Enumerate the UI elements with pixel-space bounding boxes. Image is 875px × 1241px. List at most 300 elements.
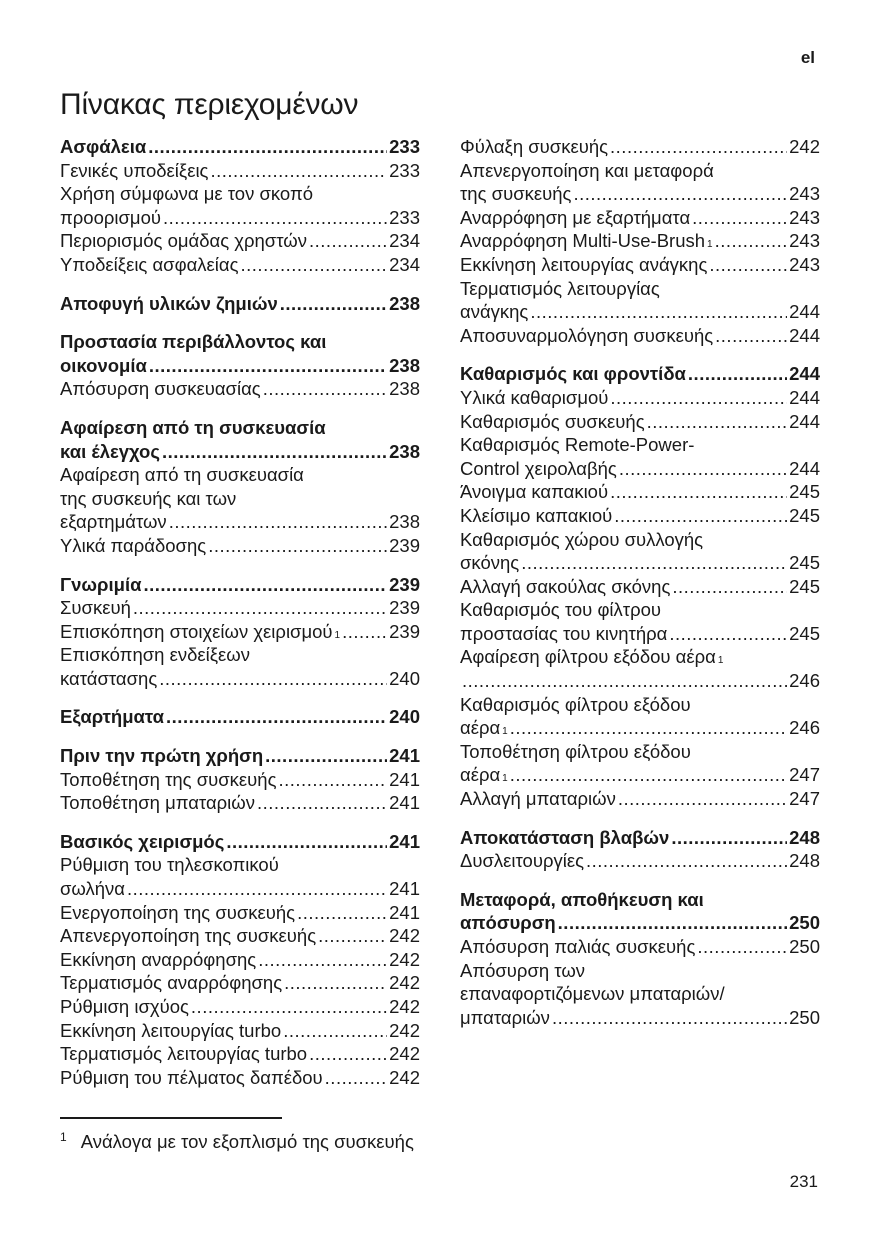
leader-dots <box>552 1006 787 1030</box>
toc-entry-text: Ενεργοποίηση της συσκευής <box>60 901 296 923</box>
toc-page-number: 244 <box>789 386 820 408</box>
toc-entry-line <box>460 504 820 528</box>
toc-page-number: 242 <box>389 925 420 947</box>
toc-item[interactable] <box>60 924 420 948</box>
toc-entry-line <box>60 416 420 440</box>
leader-dots <box>143 573 387 597</box>
toc-entry-line <box>60 159 420 183</box>
toc-page-number: 238 <box>389 511 420 533</box>
toc-entry-line <box>460 253 820 277</box>
toc-entry-text: Προστασία περιβάλλοντος και <box>60 331 327 353</box>
toc-section[interactable] <box>460 826 820 850</box>
toc-entry-text: της συσκευής και των <box>60 487 237 509</box>
toc-item[interactable] <box>460 787 820 811</box>
toc-item[interactable] <box>460 645 820 692</box>
toc-page-number: 244 <box>789 457 820 479</box>
language-code: el <box>800 48 815 67</box>
toc-entry-text: Καθαρισμός και φροντίδα <box>460 363 686 385</box>
toc-entry-line <box>460 457 820 481</box>
leader-dots <box>573 182 787 206</box>
toc-entry-text: Αποκατάσταση βλαβών <box>460 826 670 848</box>
toc-entry-line <box>60 292 420 316</box>
toc-entry-line <box>60 643 420 667</box>
toc-entry-text: Απόσυρση συσκευασίας <box>60 378 261 400</box>
toc-entry-line <box>460 362 820 386</box>
toc-entry-line <box>60 901 420 925</box>
toc-entry-line <box>460 849 820 873</box>
toc-entry-line <box>60 229 420 253</box>
toc-entry-line <box>460 622 820 646</box>
leader-dots <box>265 744 387 768</box>
toc-entry-text: Άνοιγμα καπακιού <box>460 481 609 503</box>
leader-dots <box>610 386 787 410</box>
leader-dots <box>309 1042 387 1066</box>
leader-dots <box>342 620 387 644</box>
leader-dots <box>521 551 787 575</box>
toc-entry-text: Γνωριμία <box>60 573 142 595</box>
toc-page-number: 242 <box>389 1019 420 1041</box>
toc-entry-line <box>460 982 820 1006</box>
toc-item[interactable] <box>60 853 420 900</box>
toc-page-number: 238 <box>389 440 420 462</box>
toc-entry-text: Αποσυναρμολόγηση συσκευής <box>460 324 714 346</box>
toc-item[interactable] <box>460 206 820 230</box>
toc-page-number: 250 <box>789 912 820 934</box>
toc-entry-line <box>60 440 420 464</box>
toc-entry-line <box>460 528 820 552</box>
toc-section[interactable] <box>60 135 420 159</box>
toc-entry-line <box>60 995 420 1019</box>
toc-entry-text: σωλήνα <box>60 878 125 900</box>
leader-dots <box>163 206 387 230</box>
leader-dots <box>257 791 387 815</box>
toc-column-right <box>460 135 820 1029</box>
toc-page-number: 239 <box>389 573 420 595</box>
toc-page-number: 247 <box>789 788 820 810</box>
toc-entry-line <box>460 410 820 434</box>
toc-entry-text: Συσκευή <box>60 597 131 619</box>
toc-entry-line <box>60 377 420 401</box>
toc-entry-text: Γενικές υποδείξεις <box>60 159 209 181</box>
toc-item[interactable] <box>460 693 820 740</box>
toc-entry-text: Υποδείξεις ασφαλείας <box>60 253 239 275</box>
toc-page-number: 245 <box>789 504 820 526</box>
toc-section[interactable] <box>460 362 820 386</box>
leader-dots <box>586 849 787 873</box>
toc-section[interactable] <box>60 292 420 316</box>
toc-entry-text: Πριν την πρώτη χρήση <box>60 745 264 767</box>
toc-item[interactable] <box>60 643 420 690</box>
toc-page-number: 245 <box>789 575 820 597</box>
leader-dots <box>715 324 787 348</box>
toc-item[interactable] <box>460 386 820 410</box>
toc-page-number: 243 <box>789 183 820 205</box>
toc-entry-text: Τερματισμός λειτουργίας turbo <box>60 1043 308 1065</box>
toc-item[interactable] <box>460 935 820 959</box>
toc-page-number: 242 <box>389 996 420 1017</box>
toc-item[interactable] <box>460 740 820 787</box>
toc-entry-text: Τοποθέτηση μπαταριών <box>60 792 255 814</box>
toc-entry-text: κατάστασης <box>60 667 158 689</box>
toc-item[interactable] <box>460 480 820 504</box>
toc-page-number: 240 <box>389 667 420 689</box>
toc-entry-line <box>460 826 820 850</box>
leader-dots <box>191 995 387 1019</box>
toc-entry-line <box>60 1019 420 1043</box>
leader-dots <box>558 911 787 935</box>
toc-entry-text: ανάγκης <box>460 301 529 323</box>
leader-dots <box>692 206 787 230</box>
toc-entry-text: Αναρρόφηση Multi-Use-Brush <box>460 230 706 252</box>
toc-item[interactable] <box>460 159 820 206</box>
toc-entry-text: Αποφυγή υλικών ζημιών <box>60 292 278 314</box>
toc-item[interactable] <box>60 1042 420 1066</box>
toc-entry-text: Καθαρισμός Remote-Power- <box>460 434 695 456</box>
toc-item[interactable] <box>460 504 820 528</box>
leader-dots <box>309 229 387 253</box>
toc-page-number: 241 <box>389 768 420 790</box>
leader-dots <box>688 362 787 386</box>
toc-entry-text: Ρύθμιση του τηλεσκοπικού <box>60 854 279 876</box>
leader-dots <box>169 510 387 534</box>
toc-page-number: 245 <box>789 552 820 574</box>
toc-entry-line <box>60 354 420 378</box>
toc-entry-text: της συσκευής <box>460 183 572 205</box>
toc-entry-line <box>60 534 420 558</box>
toc-page-number: 244 <box>789 324 820 346</box>
toc-entry-text: Αλλαγή σακούλας σκόνης <box>460 575 671 597</box>
toc-page-number: 239 <box>389 620 420 642</box>
leader-dots <box>510 716 787 740</box>
toc-entry-text: Καθαρισμός συσκευής <box>460 410 645 432</box>
toc-entry-text: Βασικός χειρισμός <box>60 830 225 852</box>
toc-entry-line <box>60 1066 420 1090</box>
toc-section[interactable] <box>60 830 420 854</box>
leader-dots <box>510 763 787 787</box>
toc-page-number: 250 <box>789 936 820 957</box>
toc-entry-text: Καθαρισμός χώρου συλλογής <box>460 528 704 550</box>
leader-dots <box>263 377 387 401</box>
toc-entry-line <box>60 877 420 901</box>
toc-item[interactable] <box>460 959 820 1030</box>
leader-dots <box>280 292 387 316</box>
toc-item[interactable] <box>60 253 420 277</box>
toc-entry-text: προορισμού <box>60 206 161 228</box>
toc-entry-line <box>60 971 420 995</box>
toc-item[interactable] <box>460 324 820 348</box>
toc-page-number: 233 <box>389 206 420 228</box>
leader-dots <box>618 787 787 811</box>
toc-item[interactable] <box>60 620 420 644</box>
toc-page-number: 233 <box>389 159 420 181</box>
toc-entry-text: Απόσυρση των <box>460 959 586 981</box>
toc-item[interactable] <box>60 596 420 620</box>
toc-entry-text: Επισκόπηση ενδείξεων <box>60 644 250 666</box>
toc-page-number: 234 <box>389 253 420 275</box>
page-title: Πίνακας περιεχομένων <box>60 88 359 121</box>
toc-entry-text: Τοποθέτηση της συσκευής <box>60 768 277 790</box>
toc-item[interactable] <box>60 229 420 253</box>
toc-entry-text: Αφαίρεση φίλτρου εξόδου αέρα <box>460 646 716 668</box>
toc-page-number: 243 <box>789 230 820 252</box>
toc-entry-line <box>460 1006 820 1030</box>
toc-entry-line <box>460 888 820 912</box>
leader-dots <box>619 457 787 481</box>
toc-entry-text: Χρήση σύμφωνα με τον σκοπό <box>60 183 314 205</box>
toc-page-number: 240 <box>389 706 420 728</box>
toc-item[interactable] <box>460 528 820 575</box>
toc-entry-text: Εκκίνηση αναρρόφησης <box>60 948 257 970</box>
toc-entry-text: μπαταριών <box>460 1006 550 1028</box>
toc-entry-line: αέρα 1 ..... 246 <box>460 716 820 740</box>
toc-entry-text: αέρα <box>460 764 501 786</box>
toc-entry-line <box>60 1042 420 1066</box>
toc-entry-line: Επισκόπηση στοιχείων χειρισμού 1 ..... 239 <box>60 620 420 644</box>
toc-page-number: 248 <box>789 826 820 848</box>
toc-page-number: 241 <box>389 878 420 900</box>
toc-item[interactable] <box>60 971 420 995</box>
toc-entry-line <box>60 948 420 972</box>
toc-entry-line <box>460 693 820 717</box>
leader-dots <box>208 534 387 558</box>
toc-entry-text: Μεταφορά, αποθήκευση και <box>460 888 704 910</box>
toc-item[interactable] <box>460 410 820 434</box>
toc-section[interactable] <box>60 705 420 729</box>
leader-dots <box>318 924 387 948</box>
toc-entry-text: Τοποθέτηση φίλτρου εξόδου <box>460 740 691 762</box>
toc-entry-text: και έλεγχος <box>60 440 160 462</box>
toc-entry-line <box>460 206 820 230</box>
leader-dots <box>226 830 387 854</box>
toc-entry-text: Ρύθμιση του πέλματος δαπέδου <box>60 1066 323 1088</box>
toc-entry-line <box>60 463 420 487</box>
toc-item[interactable] <box>60 995 420 1019</box>
leader-dots <box>279 768 388 792</box>
toc-entry-text: επαναφορτιζόμενων μπαταριών/ <box>460 983 725 1005</box>
toc-entry-line <box>60 924 420 948</box>
toc-section[interactable] <box>60 573 420 597</box>
toc-entry-line <box>460 669 820 693</box>
toc-entry-text: Ρύθμιση ισχύος <box>60 996 189 1017</box>
toc-entry-line <box>460 740 820 764</box>
toc-entry-text: Αφαίρεση από τη συσκευασία <box>60 416 326 438</box>
leader-dots <box>715 229 788 253</box>
leader-dots <box>697 935 787 959</box>
toc-item[interactable] <box>460 849 820 873</box>
toc-page-number: 241 <box>389 830 420 852</box>
leader-dots <box>530 300 787 324</box>
toc-entry-line <box>60 596 420 620</box>
toc-page-number: 238 <box>389 292 420 314</box>
toc-entry-line <box>460 959 820 983</box>
leader-dots <box>258 948 387 972</box>
toc-page-number: 244 <box>789 301 820 323</box>
toc-item[interactable] <box>460 253 820 277</box>
toc-entry-line <box>60 667 420 691</box>
toc-item[interactable] <box>60 1019 420 1043</box>
leader-dots <box>149 354 387 378</box>
toc-entry-line <box>60 791 420 815</box>
toc-entry-text: Απενεργοποίηση και μεταφορά <box>460 159 714 181</box>
toc-page-number: 242 <box>789 136 820 157</box>
toc-entry-text: προστασίας του κινητήρα <box>460 622 668 644</box>
toc-item[interactable] <box>460 135 820 159</box>
toc-page-number: 243 <box>789 206 820 228</box>
toc-section[interactable] <box>60 330 420 377</box>
toc-entry-line <box>460 433 820 457</box>
toc-entry-line <box>460 159 820 183</box>
toc-page-number: 248 <box>789 850 820 872</box>
toc-entry-line <box>60 573 420 597</box>
toc-entry-line <box>60 182 420 206</box>
toc-item[interactable] <box>60 377 420 401</box>
toc-entry-line <box>60 744 420 768</box>
toc-entry-line <box>60 487 420 511</box>
toc-page-number: 246 <box>789 717 820 739</box>
toc-entry-text: Εκκίνηση λειτουργίας turbo <box>60 1019 282 1041</box>
toc-page-number: 244 <box>789 363 820 385</box>
toc-entry-line <box>60 830 420 854</box>
leader-dots <box>159 667 387 691</box>
leader-dots <box>283 1019 387 1043</box>
leader-dots <box>709 253 787 277</box>
toc-entry-line: αέρα 1 ..... 247 <box>460 763 820 787</box>
toc-column-left <box>60 135 420 1089</box>
leader-dots <box>614 504 787 528</box>
toc-section[interactable] <box>60 744 420 768</box>
leader-dots <box>210 159 387 183</box>
toc-page-number: 250 <box>789 1006 820 1028</box>
toc-item[interactable] <box>60 182 420 229</box>
leader-dots <box>671 826 787 850</box>
toc-item[interactable] <box>460 598 820 645</box>
toc-entry-text: Ασφάλεια <box>60 136 147 157</box>
toc-entry-line <box>60 510 420 534</box>
toc-page-number: 247 <box>789 764 820 786</box>
toc-entry-line: Αναρρόφηση Multi-Use-Brush 1 ..... 243 <box>460 229 820 253</box>
toc-page-number: 239 <box>389 597 420 619</box>
footnote-mark: 1 <box>60 1130 67 1144</box>
toc-page-number: 241 <box>389 792 420 814</box>
toc-entry-line <box>460 277 820 301</box>
leader-dots <box>672 575 787 599</box>
toc-page-number: 246 <box>789 670 820 692</box>
toc-page-number: 234 <box>389 230 420 252</box>
toc-item[interactable] <box>60 768 420 792</box>
leader-dots <box>133 596 387 620</box>
toc-item[interactable] <box>60 534 420 558</box>
toc-entry-text: Τερματισμός αναρρόφησης <box>60 972 283 994</box>
toc-entry-line: Αφαίρεση φίλτρου εξόδου αέρα 1 <box>460 646 724 668</box>
toc-page-number: 242 <box>389 1066 420 1088</box>
toc-entry-text: εξαρτημάτων <box>60 511 167 533</box>
leader-dots <box>127 877 387 901</box>
toc-entry-line <box>60 853 420 877</box>
toc-entry-line <box>460 324 820 348</box>
toc-entry-text: Δυσλειτουργίες <box>460 850 584 872</box>
toc-page-number: 238 <box>389 378 420 400</box>
toc-entry-line <box>60 768 420 792</box>
toc-entry-text: Αλλαγή μπαταριών <box>460 788 616 810</box>
toc-item[interactable] <box>60 948 420 972</box>
footnote-text: Ανάλογα με τον εξοπλισμό της συσκευής <box>80 1131 414 1153</box>
toc-entry-line <box>60 206 420 230</box>
toc-page-number: 238 <box>389 354 420 376</box>
toc-item[interactable] <box>460 433 820 480</box>
toc-entry-text: Υλικά καθαρισμού <box>460 386 609 408</box>
toc-entry-text: Καθαρισμός φίλτρου εξόδου <box>460 693 691 715</box>
toc-page-number: 243 <box>789 253 820 275</box>
toc-page-number: 241 <box>389 745 420 767</box>
leader-dots <box>462 669 787 693</box>
toc-entry-line <box>60 135 420 159</box>
toc-section[interactable] <box>460 888 820 935</box>
toc-page-number: 242 <box>389 948 420 970</box>
toc-entry-line <box>460 300 820 324</box>
toc-entry-line <box>460 480 820 504</box>
toc-entry-text: Εκκίνηση λειτουργίας ανάγκης <box>460 253 708 275</box>
leader-dots <box>162 440 387 464</box>
leader-dots <box>325 1066 387 1090</box>
toc-entry-line <box>460 551 820 575</box>
toc-entry-text: Control χειρολαβής <box>460 457 617 479</box>
toc-item[interactable] <box>60 901 420 925</box>
toc-entry-line <box>460 135 820 159</box>
toc-entry-text: Τερματισμός λειτουργίας <box>460 277 660 299</box>
toc-page-number: 242 <box>389 972 420 994</box>
toc-entry-text: Εξαρτήματα <box>60 706 165 728</box>
toc-entry-text: Αναρρόφηση με εξαρτήματα <box>460 206 691 228</box>
toc-page-number: 245 <box>789 622 820 644</box>
leader-dots <box>669 622 787 646</box>
toc-entry-text: Περιορισμός ομάδας χρηστών <box>60 230 307 252</box>
toc-entry-line <box>60 253 420 277</box>
footnote-divider <box>60 1117 282 1119</box>
toc-section[interactable] <box>60 416 420 463</box>
toc-entry-text: Απόσυρση παλιάς συσκευής <box>460 936 696 957</box>
toc-page-number: 241 <box>389 901 420 923</box>
leader-dots <box>610 135 787 159</box>
toc-entry-line <box>460 386 820 410</box>
toc-entry-text: Καθαρισμός του φίλτρου <box>460 599 662 621</box>
toc-entry-line <box>460 787 820 811</box>
toc-entry-text: απόσυρση <box>460 912 556 934</box>
toc-item[interactable] <box>460 229 820 253</box>
page-number: 231 <box>789 1172 818 1191</box>
toc-item[interactable] <box>60 791 420 815</box>
toc-item[interactable] <box>60 463 420 534</box>
toc-item[interactable] <box>460 575 820 599</box>
toc-entry-line <box>60 705 420 729</box>
toc-entry-line <box>460 182 820 206</box>
footnote <box>60 1130 414 1153</box>
toc-entry-line <box>460 911 820 935</box>
toc-entry-text: σκόνης <box>460 552 520 574</box>
toc-item[interactable] <box>60 1066 420 1090</box>
leader-dots <box>297 901 387 925</box>
toc-entry-text: οικονομία <box>60 354 147 376</box>
toc-item[interactable] <box>460 277 820 324</box>
toc-item[interactable] <box>60 159 420 183</box>
toc-entry-text: Υλικά παράδοσης <box>60 534 207 556</box>
toc-entry-text: Επισκόπηση στοιχείων χειρισμού <box>60 620 333 642</box>
toc-page-number: 245 <box>789 481 820 503</box>
leader-dots <box>166 705 387 729</box>
toc-page-number: 242 <box>389 1043 420 1065</box>
toc-entry-line <box>60 330 420 354</box>
toc-page-number: 239 <box>389 534 420 556</box>
toc-entry-line <box>460 575 820 599</box>
